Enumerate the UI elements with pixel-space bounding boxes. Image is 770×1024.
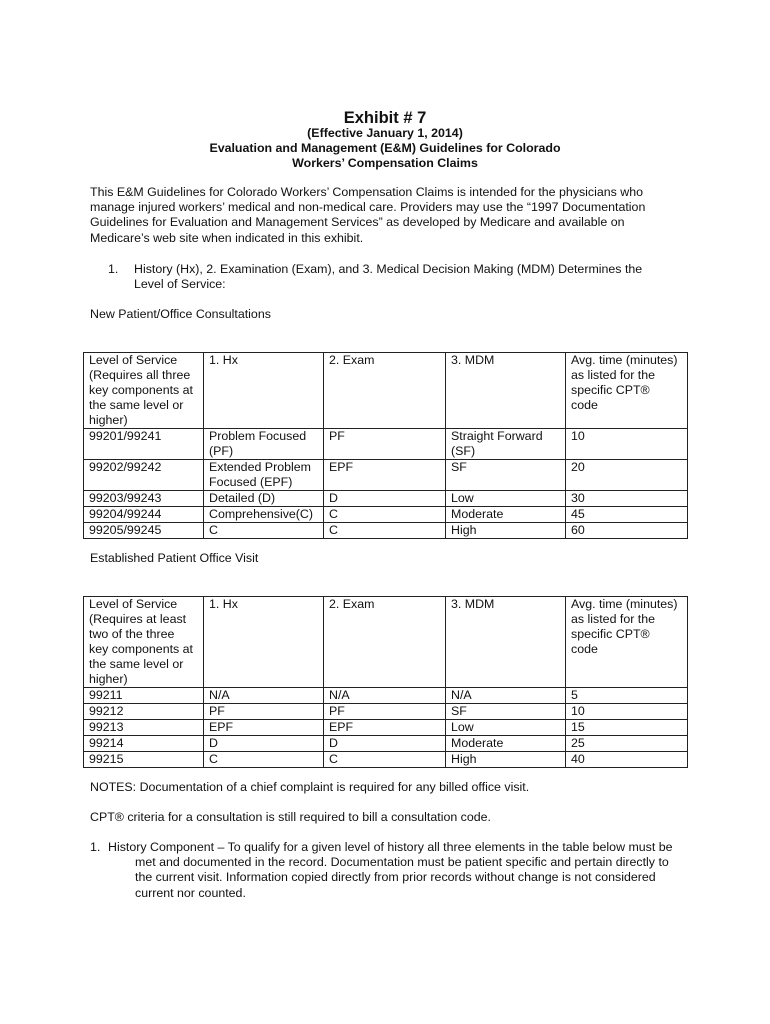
table-cell: 99213 xyxy=(84,720,204,736)
notes-text: NOTES: Documentation of a chief complaint is required for any billed office visit. xyxy=(90,780,530,794)
table-cell: 99214 xyxy=(84,736,204,752)
table-cell: 40 xyxy=(566,752,688,768)
intro-paragraph: This E&M Guidelines for Colorado Workers’ Compensation Claims is intended for the physicians who manage injured workers’ medical and non-medical care. Providers may use the “1997 Documentation Guidelines for Evaluation and Management Services” as developed by Medicare and available on Medicare’s web site when indicated in this exhibit. xyxy=(90,185,646,245)
new-patient-heading: New Patient/Office Consultations xyxy=(90,307,271,321)
table-cell: EPF xyxy=(204,720,324,736)
table-cell: N/A xyxy=(324,688,446,704)
table-cell: Extended Problem Focused (EPF) xyxy=(204,460,324,491)
table-row xyxy=(84,491,688,507)
header-cell: 3. MDM xyxy=(446,597,566,688)
table-cell: 99205/99245 xyxy=(84,523,204,539)
header-cell: 2. Exam xyxy=(324,597,446,688)
table-cell: Moderate xyxy=(446,507,566,523)
table-row xyxy=(84,507,688,523)
table-cell: 25 xyxy=(566,736,688,752)
header-cell: Level of Service (Requires at least two of the three key components at the same level or higher) xyxy=(84,597,204,688)
established-table xyxy=(83,596,688,768)
subtitle-effective: (Effective January 1, 2014) xyxy=(307,126,463,140)
table-cell: 60 xyxy=(566,523,688,539)
header-cell: Level of Service (Requires all three key components at the same level or higher) xyxy=(84,353,204,429)
table-cell: SF xyxy=(446,704,566,720)
table-cell: C xyxy=(204,523,324,539)
table-cell: 10 xyxy=(566,429,688,460)
history-number: 1. xyxy=(90,840,101,854)
table-cell: PF xyxy=(324,429,446,460)
subtitle-guidelines: Evaluation and Management (E&M) Guidelines for Colorado xyxy=(209,141,561,155)
table-row xyxy=(84,736,688,752)
table-cell: C xyxy=(324,523,446,539)
header-cell: 2. Exam xyxy=(324,353,446,429)
table-row xyxy=(84,704,688,720)
header-cell: 3. MDM xyxy=(446,353,566,429)
table-cell: N/A xyxy=(446,688,566,704)
established-heading: Established Patient Office Visit xyxy=(90,551,259,565)
table-header-row xyxy=(84,353,688,429)
table-cell: 99204/99244 xyxy=(84,507,204,523)
table-cell: Straight Forward (SF) xyxy=(446,429,566,460)
header-cell: 1. Hx xyxy=(204,597,324,688)
table-cell: Problem Focused (PF) xyxy=(204,429,324,460)
exhibit-title: Exhibit # 7 xyxy=(343,109,427,127)
table-cell: Comprehensive(C) xyxy=(204,507,324,523)
table-cell: 99201/99241 xyxy=(84,429,204,460)
table-cell: D xyxy=(324,736,446,752)
table-cell: D xyxy=(324,491,446,507)
table-cell: Detailed (D) xyxy=(204,491,324,507)
table-cell: 99215 xyxy=(84,752,204,768)
header-cell: Avg. time (minutes) as listed for the specific CPT® code xyxy=(566,353,688,429)
table-cell: 30 xyxy=(566,491,688,507)
table-cell: 99202/99242 xyxy=(84,460,204,491)
table-cell: 99211 xyxy=(84,688,204,704)
table-cell: C xyxy=(324,752,446,768)
history-text-content: History Component – To qualify for a given level of history all three elements in the table below must be met and documented in the record. Documentation must be patient specific and pertain directly to the current visit. Information copied directly from prior records without change is not considered current nor counted. xyxy=(108,840,673,900)
table-row xyxy=(84,429,688,460)
table-header-row xyxy=(84,597,688,688)
header-cell: 1. Hx xyxy=(204,353,324,429)
table-cell: C xyxy=(324,507,446,523)
table-cell: High xyxy=(446,752,566,768)
table-cell: SF xyxy=(446,460,566,491)
table-cell: Moderate xyxy=(446,736,566,752)
table-row xyxy=(84,523,688,539)
table-cell: 20 xyxy=(566,460,688,491)
table-row xyxy=(84,460,688,491)
table-cell: 45 xyxy=(566,507,688,523)
new-patient-table xyxy=(83,352,688,539)
table-cell: 99212 xyxy=(84,704,204,720)
table-cell: D xyxy=(204,736,324,752)
table-cell: 5 xyxy=(566,688,688,704)
subtitle-claims: Workers’ Compensation Claims xyxy=(292,156,478,170)
table-row xyxy=(84,720,688,736)
header-cell: Avg. time (minutes) as listed for the specific CPT® code xyxy=(566,597,688,688)
table-cell: EPF xyxy=(324,720,446,736)
table-cell: PF xyxy=(204,704,324,720)
table-cell: PF xyxy=(324,704,446,720)
table-cell: C xyxy=(204,752,324,768)
table-cell: N/A xyxy=(204,688,324,704)
table-cell: Low xyxy=(446,720,566,736)
table-cell: 15 xyxy=(566,720,688,736)
table-cell: 10 xyxy=(566,704,688,720)
table-cell: EPF xyxy=(324,460,446,491)
list-item-text: History (Hx), 2. Examination (Exam), and 3. Medical Decision Making (MDM) Determines the Level of Service: xyxy=(134,262,643,292)
table-row xyxy=(84,688,688,704)
table-row xyxy=(84,752,688,768)
table-cell: High xyxy=(446,523,566,539)
cpt-note: CPT® criteria for a consultation is still required to bill a consultation code. xyxy=(90,810,491,824)
history-text xyxy=(108,840,678,901)
table-cell: 99203/99243 xyxy=(84,491,204,507)
table-cell: Low xyxy=(446,491,566,507)
list-number: 1. xyxy=(108,262,119,276)
